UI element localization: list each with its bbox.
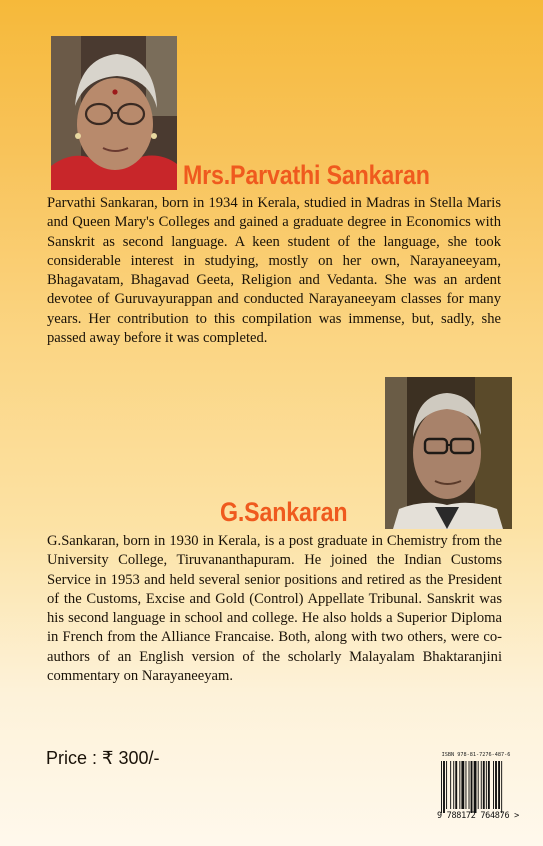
isbn-number: ISBN 978-81-7276-487-6 (441, 752, 511, 758)
author-name-parvathi: Mrs.Parvathi Sankaran (183, 160, 430, 190)
author-photo-sankaran (385, 377, 512, 529)
author-bio-parvathi: Parvathi Sankaran, born in 1934 in Kerala, studied in Madras in Stella Maris and Queen Mary's Colleges and gained a graduate degree in Economics with Sanskrit as second language. A keen student of the language, she took considerable interest in studying, mostly on her own, Narayaneeyam, Bhagavatam, Bhagavad Geeta, Religion and Vedanta. She was an ardent devotee of Guruvayurappan and conducted Narayaneeyam classes for many years. Her contribution to this compilation was immense, but, sadly, she passed away before it was completed. (47, 195, 501, 347)
author-bio-sankaran: G.Sankaran, born in 1930 in Kerala, is a post graduate in Chemistry from the University College, Tiruvananthapuram. He joined the Indian Customs Service in 1953 and held several senior positions and retired as the President of the Customs, Excise and Gold (Control) Appellate Tribunal. Sanskrit was his second language in school and college. He also holds a Superior Diploma in French from the Alliance Francaise. Both, along with two others, were co-authors of an English version of the scholarly Malayalam Bhaktaranjini commentary on Narayaneeyam. (47, 533, 502, 685)
ean-number: 9 788172 764876 > (437, 811, 519, 821)
author-name-sankaran: G.Sankaran (220, 497, 348, 527)
isbn-barcode (437, 752, 519, 826)
author-photo-parvathi (51, 36, 177, 190)
barcode-bars (441, 761, 511, 813)
price-label: Price : ₹ 300/- (46, 748, 160, 768)
